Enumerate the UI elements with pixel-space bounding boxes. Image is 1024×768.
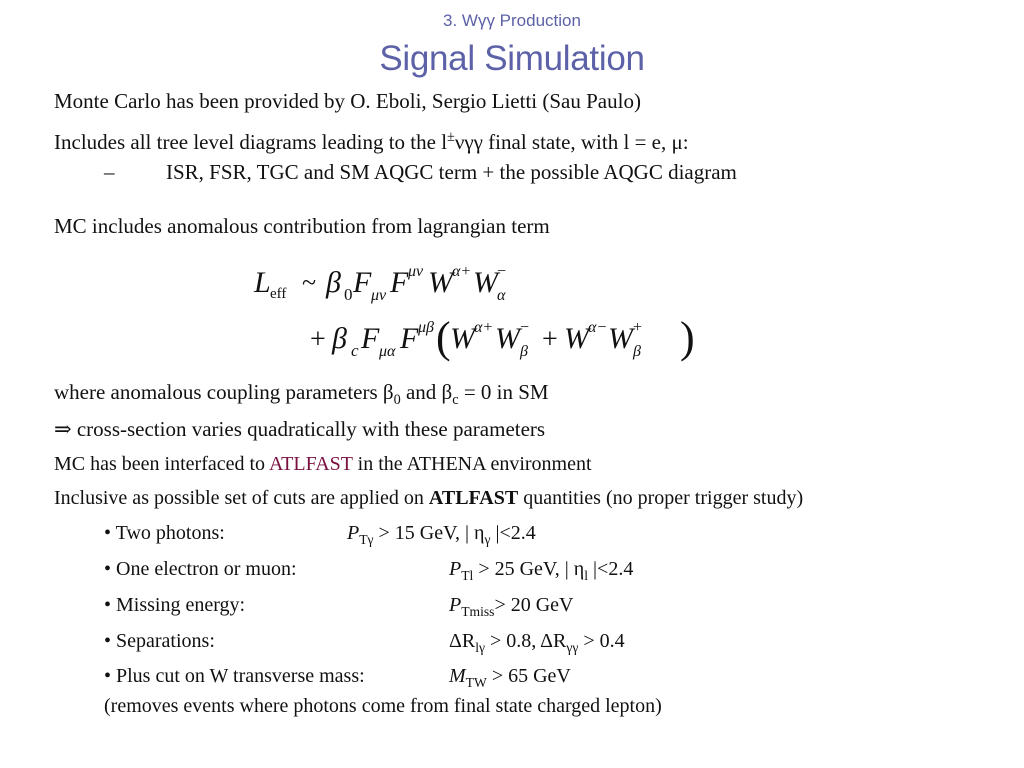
cut-item-transverse-mass: • Plus cut on W transverse mass: $M_{TW} > 65$ GeV [104,665,571,690]
svg-text:−: − [497,263,507,280]
svg-text:β: β [326,266,341,299]
removes-events-note: (removes events where photons come from final state charged lepton) [104,695,662,717]
coupling-parameters-line: where anomalous coupling parameters $\beta_0$ and $\beta_c = 0$ in SM [54,380,549,409]
cut-item-lepton: • One electron or muon: $P_{Tl} > 25$ GeV, | $\eta_l$ |<2.4 [104,558,634,583]
svg-text:β: β [633,343,641,360]
svg-text:(: ( [436,313,451,362]
svg-text:μβ: μβ [418,319,434,336]
svg-text:F: F [361,322,380,355]
svg-text:c: c [351,341,359,360]
cut-item-photons: • Two photons: $P_{T\gamma} > 15$ GeV, | $\eta_\gamma$ |<2.4 [104,522,536,547]
section-subtitle: 3. Wγγ Production [443,11,581,30]
svg-text:μν: μν [371,287,387,304]
svg-text:0: 0 [344,285,353,304]
lagrangian-formula-svg [240,258,720,362]
svg-text:α: α [497,287,506,304]
svg-text:F: F [400,322,419,355]
svg-text:β: β [520,343,528,360]
svg-text:F: F [390,266,409,299]
tree-level-line: Includes all tree level diagrams leading to the l±νγγ final state, with l = e, μ: [54,129,689,154]
svg-text:W: W [564,322,589,355]
svg-text:μν: μν [408,263,424,280]
svg-text:~: ~ [302,268,317,297]
svg-text:α+: α+ [474,319,494,336]
svg-text:+: + [542,324,558,355]
svg-text:eff: eff [270,286,287,302]
svg-text:L: L [254,266,271,299]
page-title: Signal Simulation [379,39,645,78]
svg-text:W: W [608,322,633,355]
quadratic-line: ⇒ cross-section varies quadratically with these parameters [54,417,546,441]
svg-text:): ) [680,313,695,362]
svg-text:α+: α+ [452,263,472,280]
svg-text:+: + [633,319,643,336]
cut-item-separations: • Separations: $\Delta R_{l\gamma} > 0.8$, $\Delta R_{\gamma\gamma} > 0.4$ [104,630,625,655]
provided-by-line: Monte Carlo has been provided by O. Eboli, Sergio Lietti (Sau Paulo) [54,89,641,113]
dash-bullet: – [104,160,115,184]
interfaced-line: MC has been interfaced to ATLFAST in the ATHENA environment [54,453,592,475]
svg-text:α−: α− [588,319,608,336]
svg-text:F: F [353,266,372,299]
atlfast-highlight: ATLFAST [268,453,353,475]
svg-text:β: β [332,322,347,355]
svg-text:W: W [495,322,520,355]
svg-text:μα: μα [379,343,396,360]
sub-bullet-diagrams: – ISR, FSR, TGC and SM AQGC term + the possible AQGC diagram [104,160,737,184]
mc-anomalous-line: MC includes anomalous contribution from lagrangian term [54,214,550,238]
lagrangian-formula [240,258,720,362]
inclusive-cuts-line: Inclusive as possible set of cuts are applied on ATLFAST quantities (no proper trigger study) [54,487,804,509]
svg-text:+: + [310,324,326,355]
svg-text:W: W [473,266,498,299]
cut-item-missing-energy: • Missing energy: $P_{Tmiss}> 20$ GeV [104,594,574,619]
svg-text:W: W [450,322,475,355]
svg-text:−: − [520,319,530,336]
svg-text:W: W [428,266,453,299]
